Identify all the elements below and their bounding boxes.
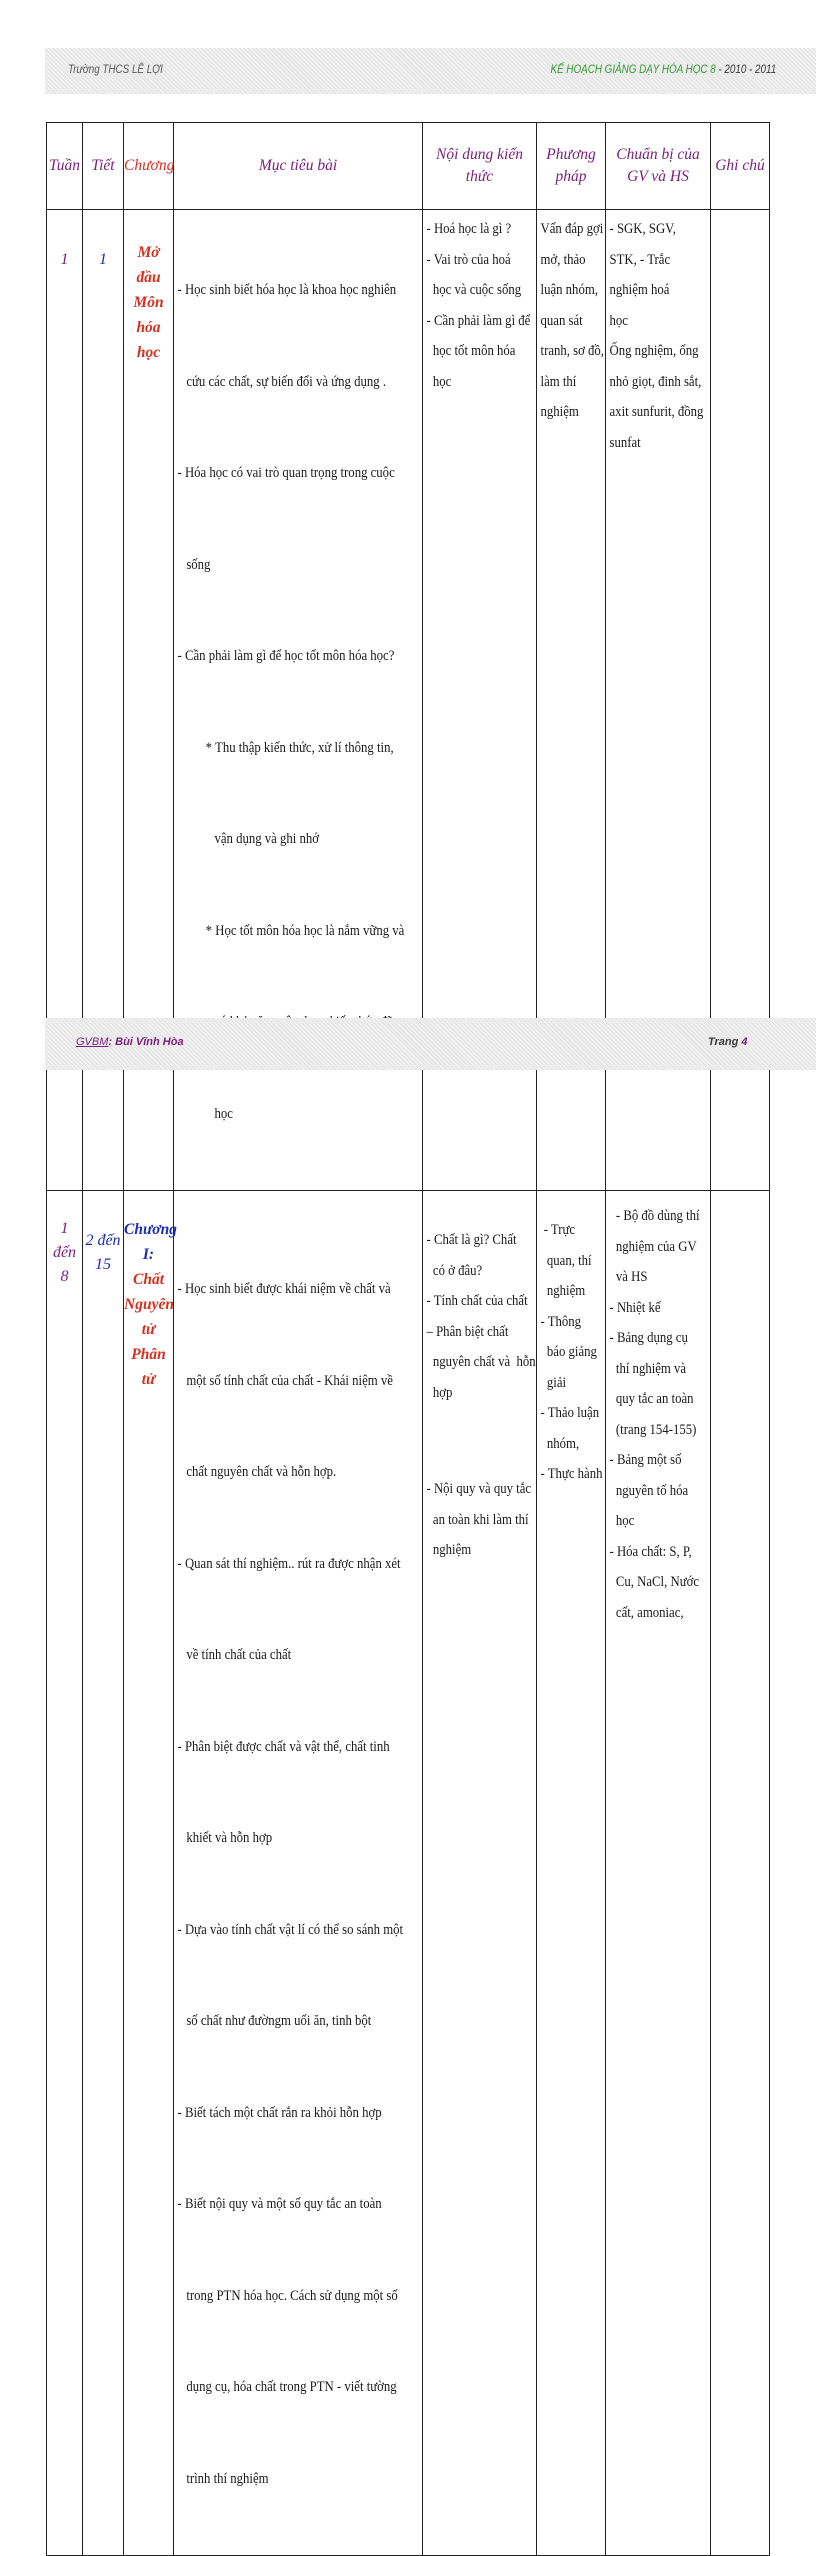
objectives-cell: - Học sinh biết hóa học là khoa học nghiên cứu các chất, sự biến đổi và ứng dụng . - Hóa học có vai trò quan trọng trong cuộc sống - Cần phải làm gì để học tốt môn hóa học? * Thu thập kiến thức, xử lí thông tin, vận dụng và ghi nhớ * Học tốt môn hóa học là nắm vững và học (174, 210, 423, 1191)
period-cell: 1 (83, 210, 124, 1191)
content-cell: - Chất là gì? Chất có ở đâu? - Tính chất của chất – Phân biệt chất nguyên chất và hỗn hợp - Nội quy và quy tắc an toàn khi làm thí nghiệm (423, 1191, 537, 2556)
page-number: Trang 4 (708, 1036, 748, 1048)
lesson-plan-table (46, 122, 770, 2556)
preparation-cell: - SGK, SGV, STK, - Trắc nghiệm hoá học Ống nghiệm, ống nhỏ giọt, đinh sắt, axit sunfurit, đồng sunfat (606, 210, 711, 1191)
col-period: Tiết (83, 123, 124, 210)
content-cell: - Hoá học là gì ? - Vai trò của hoá học và cuộc sống - Cần phải làm gì để học tốt môn hóa học (423, 210, 537, 1191)
period-cell: 2 đến 15 (83, 1191, 124, 2556)
col-preparation: Chuẩn bị của GV và HS (606, 123, 711, 210)
plan-year: - 2010 - 2011 (715, 62, 776, 76)
method-cell: - Trực quan, thí nghiệm - Thông báo giảng giải - Thảo luận nhóm, - Thực hành (537, 1191, 606, 2556)
teacher-name: : Bùi Vĩnh Hòa (108, 1036, 184, 1048)
plan-subject: KẾ HOẠCH GIẢNG DẠY HÓA HỌC 8 (550, 62, 716, 76)
chapter-cell: Mở đầu Môn hóa học (124, 210, 174, 1191)
week-cell: 1 đến 8 (47, 1191, 83, 2556)
col-week: Tuần (47, 123, 83, 210)
col-chapter: Chương (124, 123, 174, 210)
col-method: Phương pháp (537, 123, 606, 210)
table-row (47, 1191, 770, 2556)
chapter-cell: Chương I: Chất Nguyên tử Phân tử (124, 1191, 174, 2556)
col-objectives: Mục tiêu bài (174, 123, 423, 210)
footer-teacher (76, 1036, 184, 1048)
footer-label: GVBM (76, 1036, 109, 1048)
plan-title (550, 62, 776, 76)
week-cell: 1 (47, 210, 83, 1191)
col-note: Ghi chú (711, 123, 770, 210)
col-content: Nội dung kiến thức (423, 123, 537, 210)
objectives-cell: - Học sinh biết được khái niệm về chất và một số tính chất của chất - Khái niệm về chất nguyên chất và hỗn hợp. - Quan sát thí nghiệm.. rút ra được nhận xét về tính chất của chất - Phân biệt được chất và vật thể, chất tinh khiết và hỗn hợp - Dựa vào tính chất vật lí có thể so sánh một số chất như đườngm uối ăn, tinh bột - Biết tách một chất rắn ra khỏi hỗn hợp - Biết nội quy và một số quy tắc an toàn trong PTN hóa học. Cách sử dụng một số dụng cụ, hóa chất trong PTN - viết tường trình thí nghiệm (174, 1191, 423, 2556)
note-cell (711, 1191, 770, 2556)
header-row (47, 123, 770, 210)
school-name: Trường THCS LÊ LỢI (68, 62, 163, 76)
preparation-cell: - Bộ đồ dùng thí nghiệm của GV và HS - Nhiệt kế - Bảng dụng cụ thí nghiệm và quy tắc an toàn (trang 154-155) - Bảng một số nguyên tố hóa học - Hóa chất: S, P, Cu, NaCl, Nước cất, amoniac, (606, 1191, 711, 2556)
method-cell: Vấn đáp gợi mở, thảo luận nhóm, quan sát tranh, sơ đồ, làm thí nghiệm (537, 210, 606, 1191)
